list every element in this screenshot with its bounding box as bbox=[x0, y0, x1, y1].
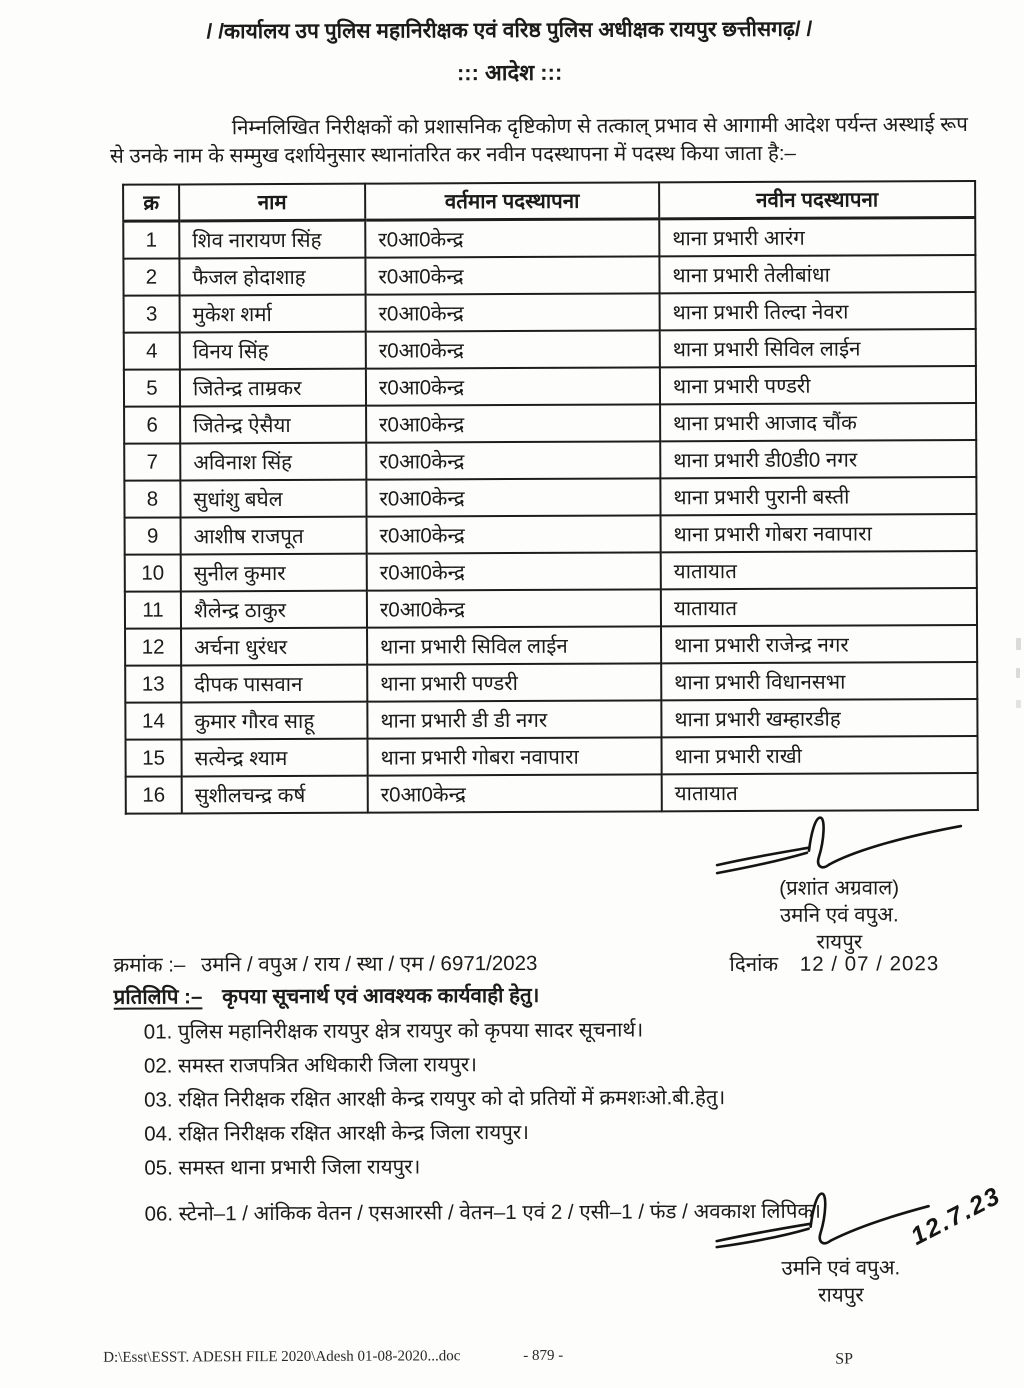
cell-new-posting: थाना प्रभारी पण्डरी bbox=[660, 366, 976, 404]
cell-new-posting: थाना प्रभारी राखी bbox=[661, 736, 977, 774]
copy-item: 04. रक्षित निरीक्षक रक्षित आरक्षी केन्द्र जिला रायपुर। bbox=[144, 1120, 530, 1146]
cell-current-posting: थाना प्रभारी पण्डरी bbox=[367, 663, 661, 701]
order-title: ::: आदेश ::: bbox=[456, 59, 563, 86]
cell-name: सत्येन्द्र श्याम bbox=[182, 739, 368, 777]
transfer-table-body bbox=[123, 217, 978, 813]
cell-name: कुमार गौरव साहू bbox=[181, 702, 367, 740]
header-current-posting: वर्तमान पदस्थापना bbox=[365, 182, 659, 220]
signatory-designation: उमनि एवं वपुअ. bbox=[779, 903, 899, 927]
cell-current-posting: र0आ0केन्द्र bbox=[366, 293, 660, 331]
table-row bbox=[124, 477, 976, 518]
cell-current-posting: र0आ0केन्द्र bbox=[366, 478, 660, 516]
header-serial: क्र bbox=[123, 184, 179, 221]
kramank-label: क्रमांक :– bbox=[113, 953, 186, 977]
cell-serial: 13 bbox=[125, 665, 181, 702]
cell-serial: 2 bbox=[123, 258, 179, 295]
table-row bbox=[125, 588, 977, 629]
footer-page-number: - 879 - bbox=[523, 1347, 564, 1364]
signatory-designation-bottom: उमनि एवं वपुअ. bbox=[781, 1256, 901, 1280]
cell-current-posting: थाना प्रभारी गोबरा नवापारा bbox=[368, 737, 662, 775]
signature-bottom-block bbox=[690, 1181, 1006, 1309]
cell-new-posting: थाना प्रभारी राजेन्द्र नगर bbox=[661, 625, 977, 663]
cell-name: जितेन्द्र ताम्रकर bbox=[180, 369, 366, 407]
table-row bbox=[124, 366, 976, 407]
cell-serial: 15 bbox=[126, 739, 182, 776]
cell-name: सुधांशु बघेल bbox=[180, 480, 366, 518]
cell-new-posting: यातायात bbox=[662, 773, 978, 811]
cell-name: दीपक पासवान bbox=[181, 665, 367, 703]
pratilipi-label: प्रतिलिपि :– bbox=[113, 985, 203, 1009]
pratilipi-text: कृपया सूचनार्थ एवं आवश्यक कार्यवाही हेतु। bbox=[222, 983, 540, 1009]
cell-current-posting: र0आ0केन्द्र bbox=[365, 256, 659, 294]
page-footer bbox=[3, 1346, 1024, 1380]
intro-paragraph: निम्नलिखित निरीक्षकों को प्रशासनिक दृष्टिकोण से तत्काल् प्रभाव से आगामी आदेश पर्यन्त अस्थाई रूप से उनके नाम के सम्मुख दर्शायेनुसार स्थानांतरित कर नवीन पदस्थापना में पदस्थ किया जाता है:– bbox=[109, 112, 968, 168]
cell-current-posting: र0आ0केन्द्र bbox=[367, 589, 661, 627]
cell-new-posting: यातायात bbox=[661, 588, 977, 626]
cell-new-posting: थाना प्रभारी आरंग bbox=[659, 217, 975, 256]
cell-current-posting: र0आ0केन्द्र bbox=[366, 367, 660, 405]
handwritten-date: 12.7.23 bbox=[905, 1181, 1006, 1251]
cell-current-posting: र0आ0केन्द्र bbox=[367, 552, 661, 590]
cell-name: मुकेश शर्मा bbox=[180, 295, 366, 333]
cell-name: शिव नारायण सिंह bbox=[179, 220, 365, 258]
copy-item: 03. रक्षित निरीक्षक रक्षित आरक्षी केन्द्र रायपुर को दो प्रतियों में क्रमशःओ.बी.हेतु। bbox=[144, 1086, 726, 1112]
cell-new-posting: थाना प्रभारी खम्हारडीह bbox=[661, 699, 977, 737]
table-row bbox=[125, 625, 977, 666]
scan-artifact bbox=[1016, 638, 1021, 650]
cell-serial: 14 bbox=[125, 702, 181, 739]
cell-current-posting: र0आ0केन्द्र bbox=[368, 774, 662, 812]
copy-item: 06. स्टेनो–1 / आंकिक वेतन / एसआरसी / वेतन–1 एवं 2 / एसी–1 / फंड / अवकाश लिपिक। bbox=[144, 1199, 822, 1226]
cell-serial: 12 bbox=[125, 628, 181, 665]
cell-name: अविनाश सिंह bbox=[180, 443, 366, 481]
cell-name: सुशीलचन्द्र कर्ष bbox=[182, 776, 368, 814]
cell-new-posting: थाना प्रभारी आजाद चौंक bbox=[660, 403, 976, 441]
cell-new-posting: थाना प्रभारी विधानसभा bbox=[661, 662, 977, 700]
cell-current-posting: र0आ0केन्द्र bbox=[365, 219, 659, 258]
table-row bbox=[124, 440, 976, 481]
table-row bbox=[123, 255, 975, 296]
table-row bbox=[124, 292, 976, 333]
table-row bbox=[124, 329, 976, 370]
table-row bbox=[125, 514, 977, 555]
table-row bbox=[126, 773, 978, 814]
dinank-value: 12 / 07 / 2023 bbox=[799, 952, 940, 976]
table-row bbox=[126, 736, 978, 777]
header-new-posting: नवीन पदस्थापना bbox=[659, 181, 975, 219]
office-header: / /कार्यालय उप पुलिस महानिरीक्षक एवं वरिष्ठ पुलिस अधीक्षक रायपुर छत्तीसगढ़/ / bbox=[206, 17, 813, 44]
cell-new-posting: थाना प्रभारी गोबरा नवापारा bbox=[661, 514, 977, 552]
scan-artifact bbox=[1016, 700, 1021, 708]
cell-name: जितेन्द्र ऐसैया bbox=[180, 406, 366, 444]
copy-item: 01. पुलिस महानिरीक्षक रायपुर क्षेत्र रायपुर को कृपया सादर सूचनार्थ। bbox=[143, 1018, 644, 1044]
cell-name: अर्चना धुरंधर bbox=[181, 628, 367, 666]
table-header-row bbox=[123, 181, 975, 221]
header-name: नाम bbox=[179, 184, 365, 221]
dinank-label: दिनांक bbox=[729, 952, 779, 977]
cell-new-posting: थाना प्रभारी सिविल लाईन bbox=[660, 329, 976, 367]
footer-file-path: D:\Esst\ESST. ADESH FILE 2020\Adesh 01-08-2020...doc bbox=[103, 1348, 461, 1366]
table-row bbox=[125, 551, 977, 592]
signatory-place: रायपुर bbox=[816, 930, 863, 954]
cell-new-posting: थाना प्रभारी डी0डी0 नगर bbox=[660, 440, 976, 478]
cell-serial: 9 bbox=[125, 517, 181, 554]
signatory-place-bottom: रायपुर bbox=[818, 1283, 864, 1307]
cell-current-posting: र0आ0केन्द्र bbox=[367, 515, 661, 553]
cell-current-posting: थाना प्रभारी डी डी नगर bbox=[367, 700, 661, 738]
cell-serial: 11 bbox=[125, 591, 181, 628]
signature-top-block bbox=[689, 814, 990, 956]
signature-scribble-top bbox=[709, 814, 969, 879]
cell-new-posting: यातायात bbox=[661, 551, 977, 589]
signatory-name: (प्रशांत अग्रवाल) bbox=[779, 876, 900, 900]
cell-current-posting: र0आ0केन्द्र bbox=[366, 441, 660, 479]
cell-new-posting: थाना प्रभारी पुरानी बस्ती bbox=[660, 477, 976, 515]
cell-serial: 4 bbox=[124, 332, 180, 369]
cell-serial: 5 bbox=[124, 369, 180, 406]
cell-name: सुनील कुमार bbox=[181, 554, 367, 592]
cell-name: आशीष राजपूत bbox=[181, 517, 367, 555]
date-line bbox=[729, 949, 939, 978]
table-row bbox=[125, 699, 977, 740]
footer-initials: SP bbox=[835, 1350, 854, 1368]
cell-current-posting: र0आ0केन्द्र bbox=[366, 330, 660, 368]
table-row bbox=[125, 662, 977, 703]
cell-serial: 8 bbox=[124, 480, 180, 517]
cell-serial: 16 bbox=[126, 776, 182, 813]
copy-item: 02. समस्त राजपत्रित अधिकारी जिला रायपुर। bbox=[143, 1053, 478, 1078]
scan-artifact bbox=[1016, 668, 1020, 678]
cell-current-posting: थाना प्रभारी सिविल लाईन bbox=[367, 626, 661, 664]
copy-item: 05. समस्त थाना प्रभारी जिला रायपुर। bbox=[144, 1155, 421, 1180]
table-row bbox=[123, 217, 975, 258]
cell-serial: 10 bbox=[125, 554, 181, 591]
reference-number-line bbox=[113, 949, 537, 979]
pratilipi-line bbox=[114, 981, 540, 1011]
cell-serial: 6 bbox=[124, 406, 180, 443]
kramank-value: उमनि / वपुअ / राय / स्था / एम / 6971/2023 bbox=[200, 951, 538, 977]
cell-name: विनय सिंह bbox=[180, 332, 366, 370]
transfer-table bbox=[122, 180, 979, 815]
cell-serial: 1 bbox=[123, 221, 179, 259]
cell-new-posting: थाना प्रभारी तिल्दा नेवरा bbox=[660, 292, 976, 330]
cell-serial: 7 bbox=[124, 443, 180, 480]
cell-serial: 3 bbox=[124, 295, 180, 332]
cell-name: शैलेन्द्र ठाकुर bbox=[181, 591, 367, 629]
cell-name: फैजल होदाशाह bbox=[179, 258, 365, 296]
table-row bbox=[124, 403, 976, 444]
cell-new-posting: थाना प्रभारी तेलीबांधा bbox=[659, 255, 975, 293]
cell-current-posting: र0आ0केन्द्र bbox=[366, 404, 660, 442]
